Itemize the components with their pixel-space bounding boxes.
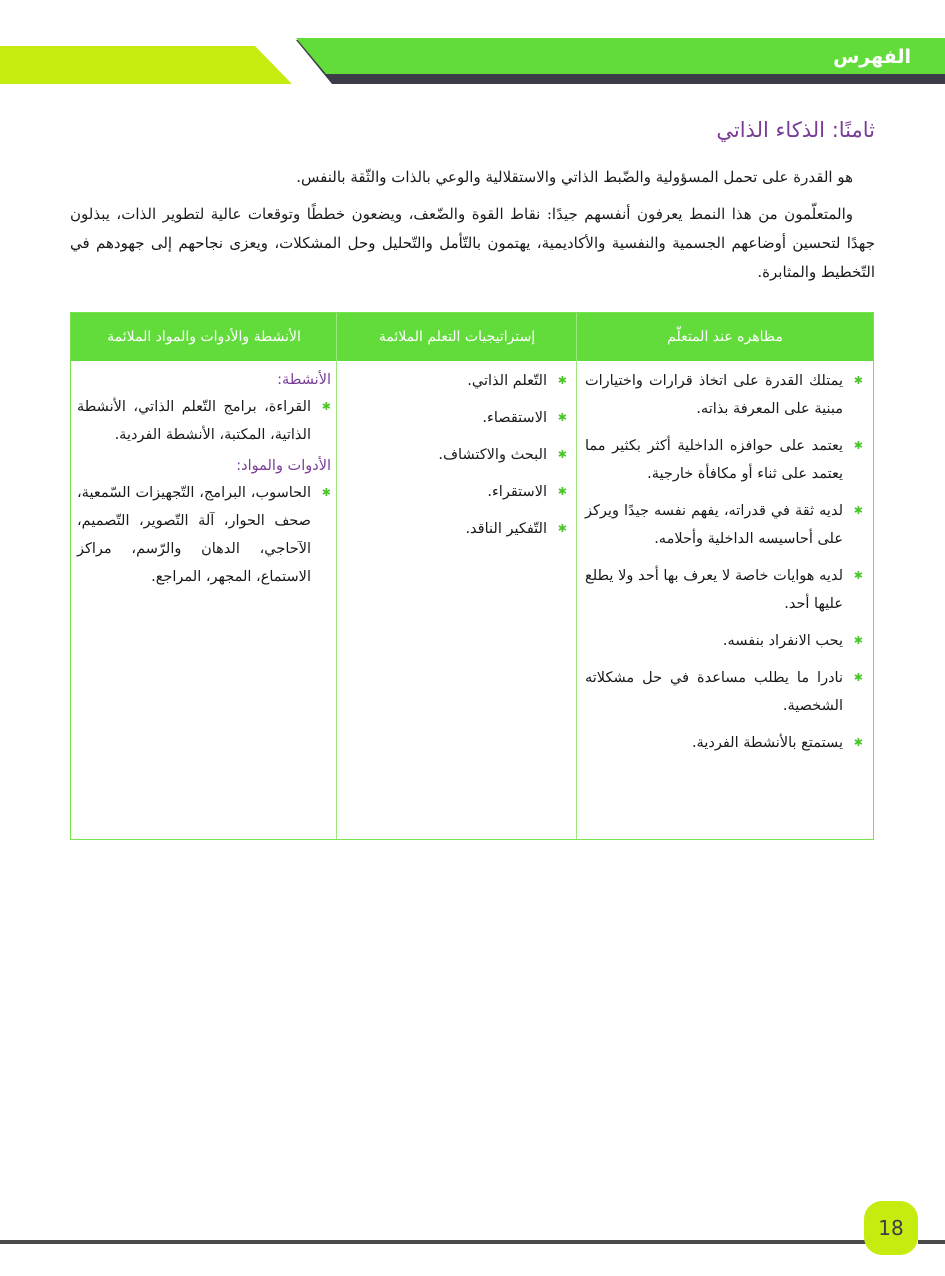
star-bullet-icon: ✱ <box>321 400 331 413</box>
star-bullet-icon: ✱ <box>853 634 863 647</box>
header-banner-shape <box>0 36 945 88</box>
footer-line <box>918 1240 945 1244</box>
strategies-list <box>345 367 567 543</box>
learner-traits-column <box>585 361 863 839</box>
star-bullet-icon: ✱ <box>321 486 331 499</box>
star-bullet-icon: ✱ <box>557 411 567 424</box>
list-item: ✱ يحب الانفراد بنفسه. <box>585 627 863 655</box>
table-header-row <box>71 313 873 361</box>
list-item: ✱ يمتلك القدرة على اتخاذ قرارات واختيارات مبنية على المعرفة بذاته. <box>585 367 863 423</box>
strategies-column <box>345 361 567 839</box>
materials-list <box>77 479 331 591</box>
description-paragraph: والمتعلّمون من هذا النمط يعرفون أنفسهم جيدًا: نقاط القوة والضّعف، ويضعون خططًا وتوقعات عالية لتطوير الذات، يبذلون جهدًا لتحسين أوضاعهم الجسمية والنفسية والأكاديمية، يهتمون بالتّأمل والتّحليل وحل المشكلات، ويعزى نجاحهم إلى جهودهم في التّخطيط والمثابرة. <box>70 205 875 281</box>
header-strategies: إستراتيجيات التعلم الملائمة <box>378 329 536 345</box>
learner-traits-list <box>585 367 863 757</box>
star-bullet-icon: ✱ <box>853 671 863 684</box>
section-title: ثامنًا: الذكاء الذاتي <box>716 118 875 142</box>
list-item: ✱ الحاسوب، البرامج، التّجهيزات السّمعية، صحف الحوار، آلة التّصوير، التّصميم، الآحاجي، الدهان والرّسم، مراكز الاستماع، المجهر، المراجع. <box>77 479 331 591</box>
star-bullet-icon: ✱ <box>853 569 863 582</box>
header-learner-traits: مظاهره عند المتعلّم <box>667 329 783 345</box>
activities-column <box>77 361 331 839</box>
list-item: ✱ الاستقراء. <box>345 478 567 506</box>
star-bullet-icon: ✱ <box>557 485 567 498</box>
activities-list <box>77 393 331 449</box>
star-bullet-icon: ✱ <box>557 448 567 461</box>
list-item: ✱ لديه هوايات خاصة لا يعرف بها أحد ولا يطلع عليها أحد. <box>585 562 863 618</box>
star-bullet-icon: ✱ <box>557 374 567 387</box>
star-bullet-icon: ✱ <box>853 504 863 517</box>
star-bullet-icon: ✱ <box>853 439 863 452</box>
list-item: ✱ يستمتع بالأنشطة الفردية. <box>585 729 863 757</box>
list-item: ✱ الاستقصاء. <box>345 404 567 432</box>
page-number: 18 <box>864 1201 918 1255</box>
star-bullet-icon: ✱ <box>853 736 863 749</box>
footer-line <box>0 1240 870 1244</box>
list-item: ✱ التّعلم الذاتي. <box>345 367 567 395</box>
column-divider <box>576 313 577 839</box>
page-header <box>0 36 945 88</box>
intelligence-table <box>70 312 874 840</box>
list-item: ✱ نادرا ما يطلب مساعدة في حل مشكلاته الشخصية. <box>585 664 863 720</box>
list-item: ✱ البحث والاكتشاف. <box>345 441 567 469</box>
star-bullet-icon: ✱ <box>557 522 567 535</box>
list-item: ✱ التّفكير الناقد. <box>345 515 567 543</box>
list-item: ✱ يعتمد على حوافزه الداخلية أكثر بكثير مما يعتمد على ثناء أو مكافأة خارجية. <box>585 432 863 488</box>
header-activities: الأنشطة والأدوات والمواد الملائمة <box>107 329 301 345</box>
header-title: الفهرس <box>833 46 911 68</box>
materials-heading: الأدوات والمواد: <box>236 458 331 474</box>
column-divider <box>336 313 337 839</box>
list-item: ✱ لديه ثقة في قدراته، يفهم نفسه جيدًا ويركز على أحاسيسه الداخلية وأحلامه. <box>585 497 863 553</box>
list-item: ✱ القراءة، برامج التّعلم الذاتي، الأنشطة الذاتية، المكتبة، الأنشطة الفردية. <box>77 393 331 449</box>
activities-heading: الأنشطة: <box>277 372 331 388</box>
intro-paragraph: هو القدرة على تحمل المسؤولية والضّبط الذاتي والاستقلالية والوعي بالذات والثّقة بالنفس. <box>296 168 853 186</box>
star-bullet-icon: ✱ <box>853 374 863 387</box>
